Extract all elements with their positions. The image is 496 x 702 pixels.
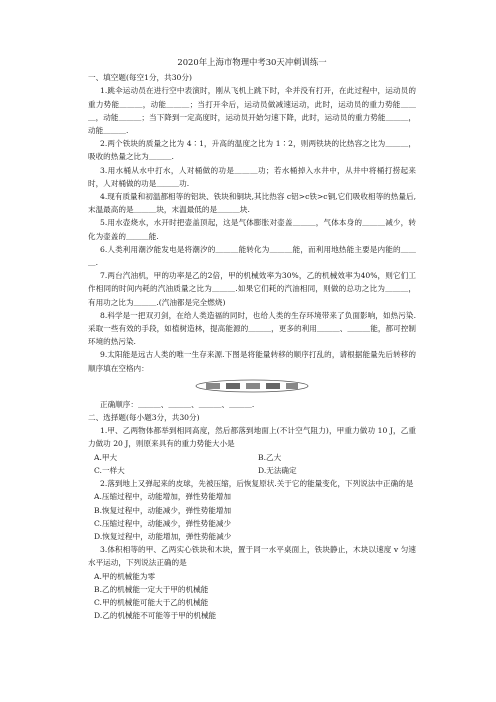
question-9: 9.太阳能是远古人类的唯一生存来源.下图是将能量转移的顺序打乱的，请根据能量先后转移的顺序填在空格内： xyxy=(88,350,416,373)
option-c: C.一样大 xyxy=(94,465,125,475)
option-a: A.压缩过程中，动能增加，弹性势能增加 xyxy=(94,492,231,502)
option-c: C.甲的机械能可能大于乙的机械能 xyxy=(94,597,209,607)
question-3: 3.用水桶从水中打水，人对桶做的功是＿＿＿功；若水桶掉入水井中，从井中将桶打捞起来时，人对桶做的功是＿＿＿功. xyxy=(88,165,416,188)
mc-question-3: 3.体积相等的甲、乙两实心铁块和木块，置于同一水平桌面上，铁块静止，木块以速度 v 匀速水平运动，下列说法正确的是 xyxy=(88,545,416,568)
option-d: D.乙的机械能不可能等于甲的机械能 xyxy=(94,611,217,621)
option-b: B.乙大 xyxy=(258,452,282,462)
option-d: D.恢复过程中，动能增加，弹性势能减少 xyxy=(94,531,232,541)
exam-title: 2020年上海市物理中考30天冲刺训练一 xyxy=(177,57,327,67)
question-4: 4.现有质量和初温都相等的铝块、铁块和铜块,其比热容 c铝>c铁>c铜,它们吸收相等的热量后,末温最高的是＿＿＿块，末温最低的是＿＿＿块. xyxy=(88,192,416,215)
energy-chain-figure xyxy=(88,378,416,394)
mc-question-1-options xyxy=(88,451,416,477)
option-d: D.无法确定 xyxy=(258,465,297,475)
question-2: 2.两个铁块的质量之比为 4∶1，升高的温度之比为 1∶2，则两铁块的比热容之比为＿＿＿，吸收的热量之比为＿＿＿. xyxy=(88,139,416,162)
mc-question-2: 2.落到地上又弹起来的皮球，先被压缩，后恢复原状.关于它的能量变化，下列说法中正确的是 xyxy=(100,479,414,489)
question-8: 8.科学是一把双刃剑，在给人类造福的同时，也给人类的生存环境带来了负面影响，如热污染.采取一些有效的手段，如植树造林，提高能源的＿＿＿，更多的利用＿＿＿、＿＿＿能，都可控制环境的热污染. xyxy=(88,310,416,347)
question-5: 5.用水壶烧水，水开时把壶盖顶起，这是气体膨胀对壶盖＿＿＿，气体本身的＿＿＿减少，转化为壶盖的＿＿＿能. xyxy=(88,218,416,241)
exam-page xyxy=(88,56,416,622)
option-a: A.甲的机械能为零 xyxy=(94,571,156,581)
mc-question-1: 1.甲、乙两物体都举到相同高度，然后都落到地面上(不计空气阻力)，甲重力做功 10 J，乙重力做功 20 J，则原来具有的重力势能大小是 xyxy=(88,426,416,449)
option-b: B.恢复过程中，动能减少，弹性势能增加 xyxy=(94,505,232,515)
section-choice-heading: 二、选择题(每小题3分，共30分) xyxy=(88,413,200,423)
question-9-answer-line: 正确顺序：＿＿＿、＿＿＿、＿＿＿、＿＿＿. xyxy=(100,399,255,409)
section-fill-in-heading: 一、填空题(每空1分，共30分) xyxy=(88,73,192,83)
option-b: B.乙的机械能一定大于甲的机械能 xyxy=(94,584,209,594)
question-7: 7.两台汽油机，甲的功率是乙的2倍，甲的机械效率为30%，乙的机械效率为40%，则它们工作相同的时间内耗的汽油质量之比为＿＿＿.如果它们耗的汽油相同，则做的总功之比为＿＿＿，有用功之比为＿＿＿.(汽油都是完全燃烧) xyxy=(88,271,416,307)
option-c: C.压缩过程中，动能减少，弹性势能减少 xyxy=(94,518,232,528)
question-1: 1.跳伞运动员在进行空中表演时，刚从飞机上跳下时，伞并没有打开，在此过程中，运动员的重力势能＿＿＿，动能＿＿＿；当打开伞后，运动员做减速运动，此时，运动员的重力势能＿＿＿，动能＿＿＿；当下降到一定高度时，运动员开始匀速下降，此时，运动员的重力势能＿＿＿，动能＿＿＿. xyxy=(88,86,416,136)
option-a: A.甲大 xyxy=(94,452,118,462)
question-6: 6.人类利用潮汐能发电是将潮汐的＿＿＿能转化为＿＿＿能，而利用地热能主要是内能的＿＿＿. xyxy=(88,244,416,268)
energy-chain-image xyxy=(192,378,312,394)
